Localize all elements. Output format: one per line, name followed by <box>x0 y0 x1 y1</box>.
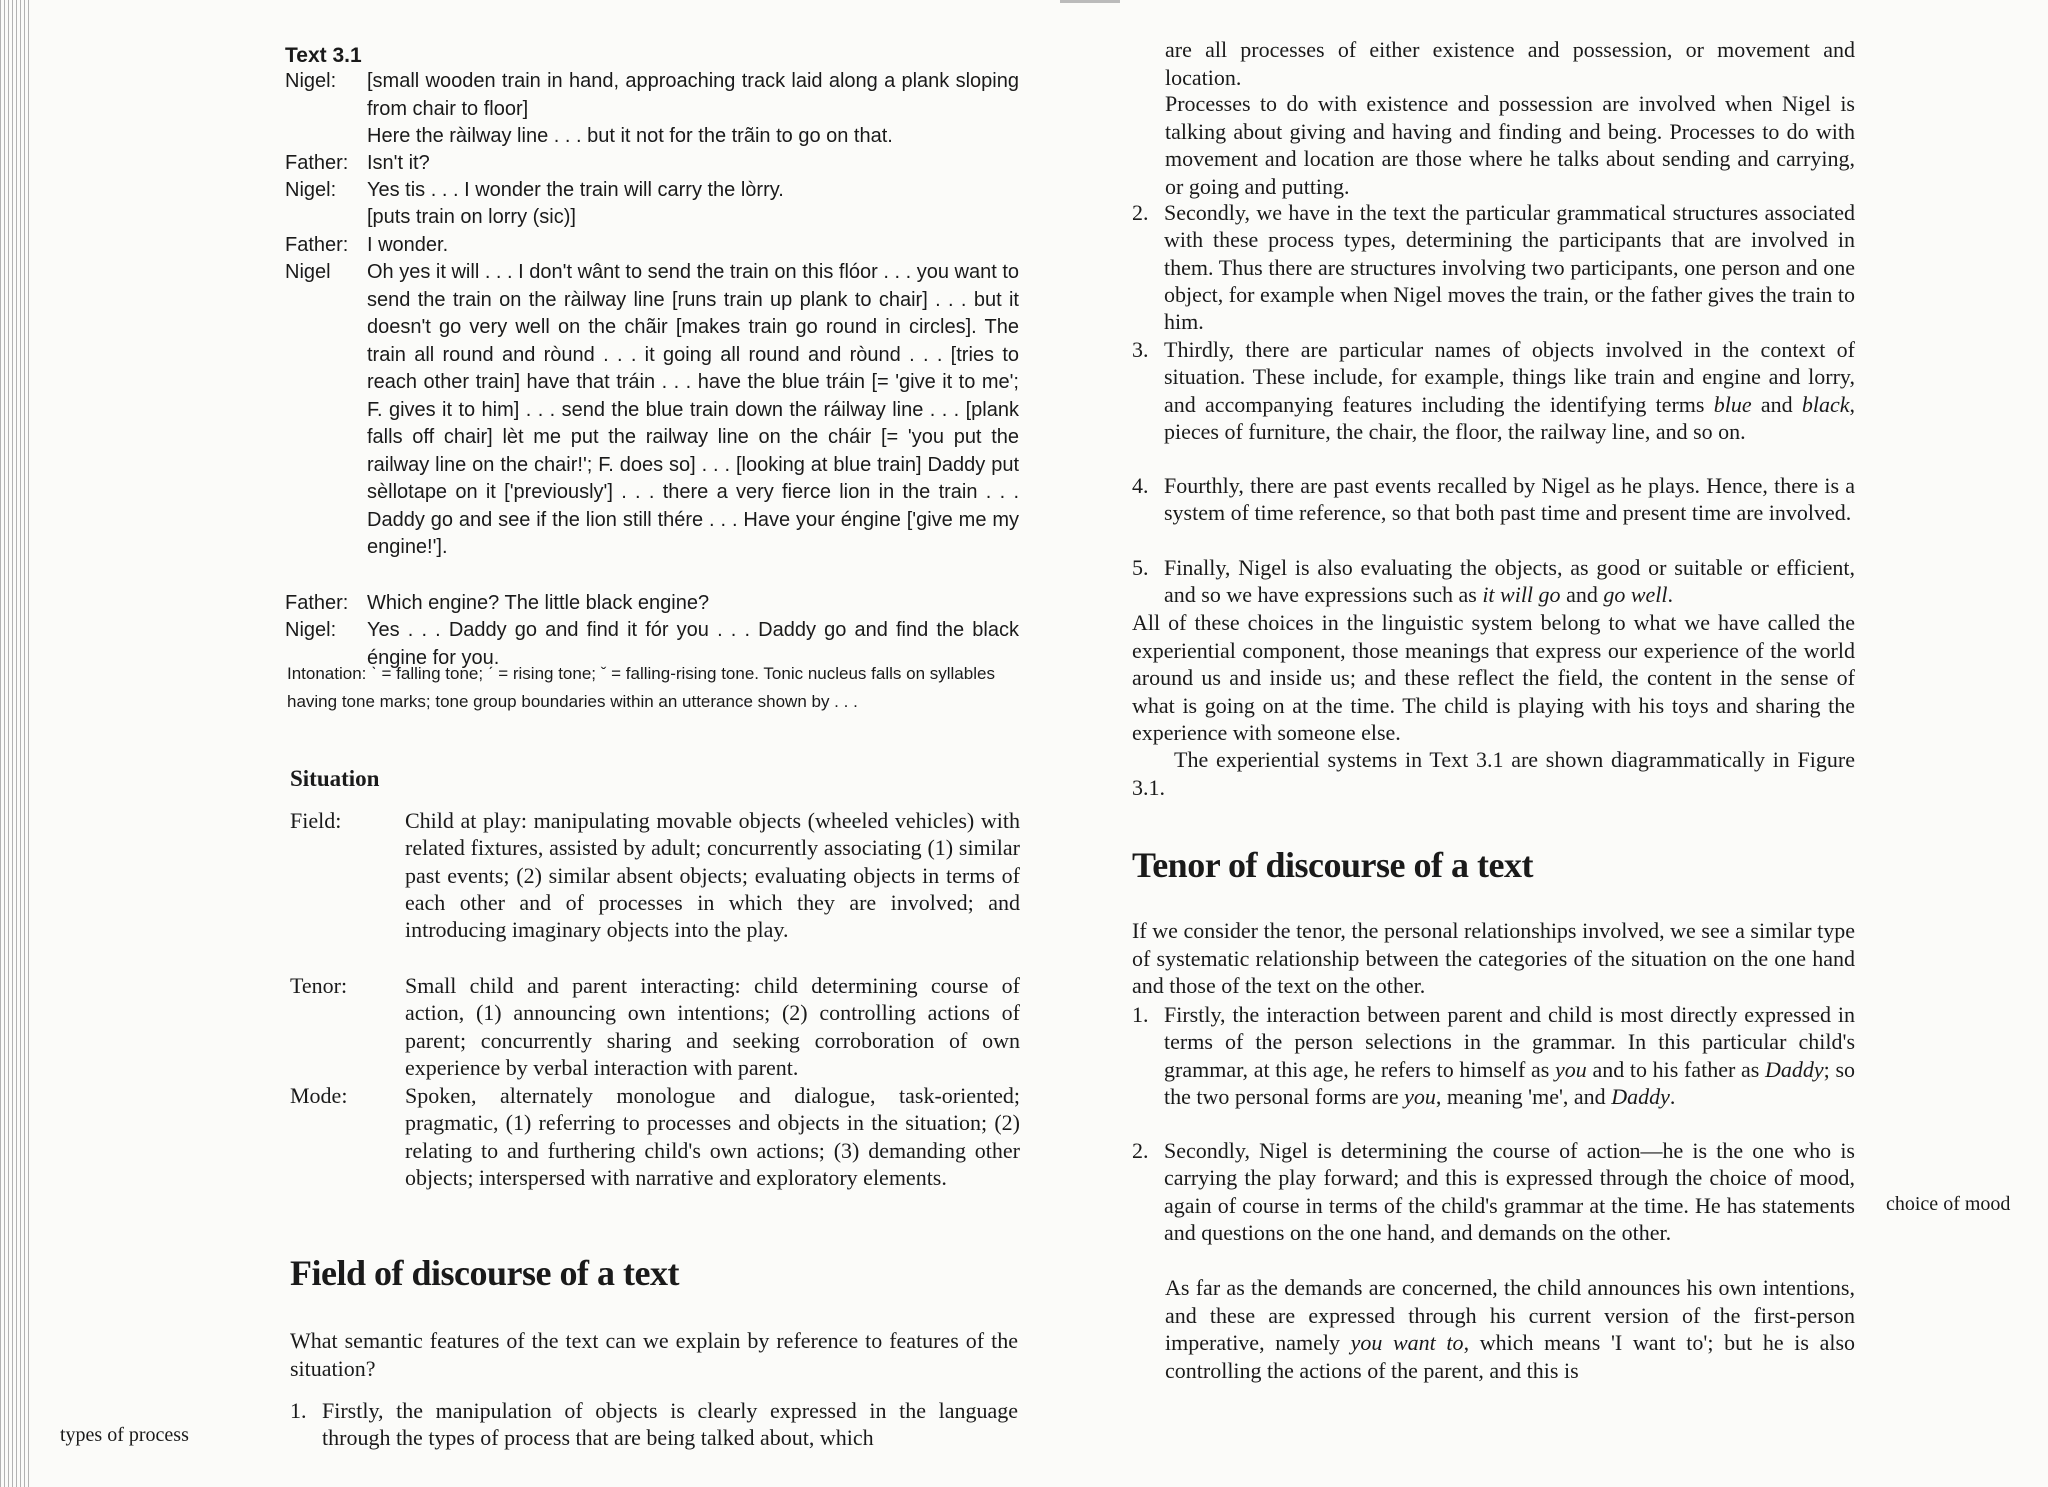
margin-note-types-of-process: types of process <box>60 1424 189 1446</box>
tenor-item-1 <box>1132 1001 1855 1110</box>
speech-text: Here the ràilway line . . . but it not for the trãin to go on that. <box>367 125 893 147</box>
situation-row-tenor <box>290 972 1020 1081</box>
item-text: Fourthly, there are past events recalled by Nigel as he plays. Hence, there is a system of time reference, so that both past time and present time are involved. <box>1164 473 1855 526</box>
speech-text: I wonder. <box>367 234 449 256</box>
transcript-turn <box>285 590 1020 618</box>
item-text-part: . <box>1667 582 1673 608</box>
speech-text: Yes tis . . . I wonder the train will carry the lòrry. <box>367 179 784 201</box>
item-text: Secondly, we have in the text the particular grammatical structures associated with these process types, determining the participants that are involved in them. Thus there are structures involving two participants, one person and one object, for example when Nigel moves the train, or the father gives the train to him. <box>1164 200 1855 335</box>
item-emphasis: Daddy <box>1765 1056 1824 1082</box>
paragraph-emphasis: you want to <box>1350 1330 1464 1355</box>
continued-paragraph: are all processes of either existence and possession, or movement and location. <box>1165 37 1855 90</box>
item-number: 2. <box>1132 200 1149 225</box>
item-number: 1. <box>1132 1002 1149 1027</box>
item-emphasis: go well <box>1603 582 1668 608</box>
item-emphasis: black <box>1801 391 1850 417</box>
tenor-intro: If we consider the tenor, the personal relationships involved, we see a similar type of systematic relationship between the categories of the situation on the one hand and those of the text on the other. <box>1132 918 1855 998</box>
item-emphasis: Daddy <box>1611 1083 1670 1109</box>
item-number: 3. <box>1132 337 1149 362</box>
speaker-label: Nigel: <box>285 619 337 641</box>
item-text-part: Firstly, the interaction between parent and child is most directly expressed in terms of the person selections in the grammar. In this particular child's grammar, at this age, he refers to himself as <box>1164 1002 1855 1082</box>
item-text: Secondly, Nigel is determining the course of action—he is the one who is carrying the play forward; and this is expressed through the choice of mood, again of course in terms of the child's grammar at the time. He has statements and questions on the one hand, and demands on the other. <box>1164 1138 1855 1245</box>
speech-text: Oh yes it will . . . I don't wânt to send the train on this flóor . . . you want to send the train on the ràilway line [runs train up plank to chair] . . . but it doesn't go very well on the chãir [makes train go round in circles]. The train all round and ròund . . . it going all round and ròund . . . [tries to reach other train] have that tráin . . . have the blue tráin [= 'give it to me'; F. gives it to him] . . . send the blue train down the ráilway line . . . [plank falls off chair] lèt me put the railway line on the cháir [= 'you put the railway line on the chair!'; F. does so] . . . [looking at blue train] Daddy put sèllotape on it ['previously'] . . . there a very fierce lion in the train . . . Daddy go and see if the lion still thére . . . Have your éngine ['give me my engine!']. <box>367 261 1019 558</box>
item-text <box>1164 1001 1855 1110</box>
speaker-label: Father: <box>285 152 349 174</box>
summary-paragraph: All of these choices in the linguistic system belong to what we have called the experiential component, those meanings that express our experience of the world around us and inside us; and these reflect the field, the content in the sense of what is going on at the time. The child is playing with his toys and sharing the experience with someone else. <box>1132 610 1855 745</box>
item-text-part: and <box>1751 391 1802 417</box>
situation-text: Child at play: manipulating movable objects (wheeled vehicles) with related fixtures, assisted by adult; concurrently associating (1) similar past events; (2) similar absent objects; evaluating objects in terms of each other and of processes in which they are involved; and introducing imaginary objects into the play. <box>405 808 1020 943</box>
situation-row-field <box>290 807 1020 943</box>
field-item-5 <box>1132 554 1855 609</box>
item-text: Firstly, the manipulation of objects is clearly expressed in the language through the types of process that are being talked about, which <box>322 1398 1018 1451</box>
field-item-4 <box>1132 472 1855 527</box>
transcript-turn <box>285 259 1020 562</box>
transcript-turn <box>285 150 1020 178</box>
speech-text: Isn't it? <box>367 152 430 174</box>
item-number: 1. <box>290 1398 307 1423</box>
speech-text: Which engine? The little black engine? <box>367 592 710 614</box>
situation-text: Small child and parent interacting: child determining course of action, (1) announcing own intentions; (2) controlling actions of parent; concurrently sharing and seeking corroboration of own experience by verbal interaction with parent. <box>405 973 1020 1080</box>
item-text <box>1164 336 1855 445</box>
situation-text: Spoken, alternately monologue and dialogue, task-oriented; pragmatic, (1) referring to processes and objects in the situation; (2) relating to and furthering child's own actions; (3) demanding other objects; interspersed with narrative and exploratory elements. <box>405 1083 1020 1190</box>
speech-text: [puts train on lorry (sic)] <box>367 206 576 228</box>
item-text-part: Thirdly, there are particular names of objects involved in the context of situation. These include, for example, things like train and engine and lorry, and accompanying features including the identifying terms <box>1164 337 1855 417</box>
item-text-part: and <box>1560 582 1604 608</box>
field-section-intro: What semantic features of the text can we explain by reference to features of the situation? <box>290 1328 1018 1381</box>
speaker-label: Father: <box>285 234 349 256</box>
tenor-section-heading: Tenor of discourse of a text <box>1132 845 1533 885</box>
item-text-part: Finally, Nigel is also evaluating the objects, as good or suitable or efficient, and so we have expressions such as <box>1164 555 1855 608</box>
binding-edge <box>0 0 30 1487</box>
item-emphasis: it will go <box>1482 582 1561 608</box>
item-emphasis: blue <box>1713 391 1752 417</box>
item-text-part: . <box>1669 1083 1676 1109</box>
page-top-mark <box>1060 0 1120 3</box>
item-number: 4. <box>1132 473 1149 498</box>
item-text-part: ; so the two personal forms are <box>1164 1056 1856 1109</box>
intonation-note: Intonation: ˋ = falling tone; ˊ = rising tone; ˇ = falling-rising tone. Tonic nucleus falls on syllables having tone marks; tone group boundaries within an utterance shown by . . . <box>287 664 995 711</box>
speaker-label: Father: <box>285 592 349 614</box>
transcript-turn <box>285 68 1020 123</box>
item-emphasis: you <box>1555 1056 1587 1082</box>
transcript-turn <box>285 232 1020 260</box>
field-item-2 <box>1132 199 1855 335</box>
item-text-part: and to his father as <box>1586 1056 1765 1082</box>
transcript-turn <box>285 177 1020 205</box>
tenor-item-2 <box>1132 1137 1855 1246</box>
transcript-title: Text 3.1 <box>285 44 362 67</box>
situation-row-mode <box>290 1082 1020 1191</box>
paragraph-text-part: As far as the demands are concerned, the child announces his own intentions, and these are expressed through his current version of the first-person imperative, namely <box>1165 1275 1855 1355</box>
item-text-part: , meaning 'me', and <box>1435 1083 1612 1109</box>
transcript-turn <box>285 123 1020 151</box>
situation-label: Field: <box>290 808 342 833</box>
speaker-label: Nigel: <box>285 179 337 201</box>
margin-note-choice-of-mood: choice of mood <box>1886 1193 2011 1215</box>
processes-paragraph: Processes to do with existence and possession are involved when Nigel is talking about giving and having and finding and being. Processes to do with movement and location are those where he talks about sending and carrying, or going and putting. <box>1165 91 1855 199</box>
situation-label: Tenor: <box>290 973 348 998</box>
demands-paragraph <box>1165 1274 1855 1384</box>
field-item-3 <box>1132 336 1855 445</box>
item-number: 5. <box>1132 555 1149 580</box>
transcript-turn <box>285 204 1020 232</box>
situation-label: Mode: <box>290 1083 348 1108</box>
speaker-label: Nigel <box>285 261 331 283</box>
item-text-part: , pieces of furniture, the chair, the floor, the railway line, and so on. <box>1164 391 1855 444</box>
figure-reference: The experiential systems in Text 3.1 are shown diagrammatically in Figure 3.1. <box>1132 747 1855 800</box>
speaker-label: Nigel: <box>285 70 337 92</box>
field-section-heading: Field of discourse of a text <box>290 1253 679 1293</box>
paragraph-text-part: , which means 'I want to'; but he is also controlling the actions of the parent, and this is <box>1165 1330 1856 1383</box>
item-text <box>1164 554 1855 609</box>
speech-text: [small wooden train in hand, approaching track laid along a plank sloping from chair to floor] <box>367 70 1019 120</box>
item-emphasis: you <box>1404 1083 1436 1109</box>
speech-text: Yes . . . Daddy go and find it fór you . . . Daddy go and find the black éngine for you. <box>367 619 1019 669</box>
item-number: 2. <box>1132 1138 1149 1163</box>
field-item-1 <box>290 1397 1018 1452</box>
situation-heading: Situation <box>290 766 380 791</box>
